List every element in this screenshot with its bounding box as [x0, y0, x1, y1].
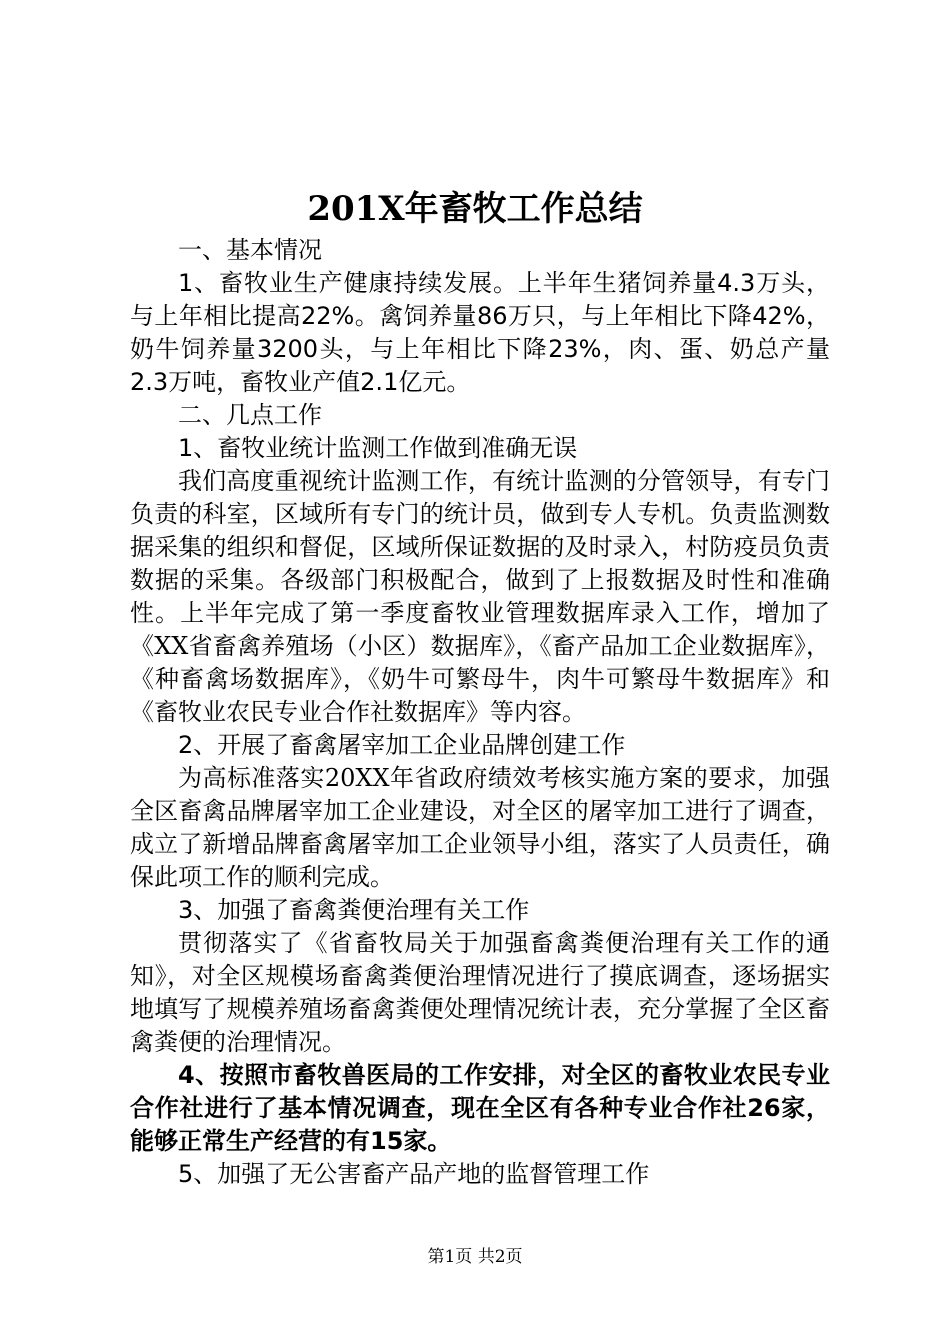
page-footer: 第1页 共2页 — [427, 1247, 523, 1267]
paragraph-cooperatives: 4、按照市畜牧兽医局的工作安排，对全区的畜牧业农民专业合作社进行了基本情况调查，现在全区有各种专业合作社26家，能够正常生产经营的有15家。 — [130, 1061, 830, 1155]
document-title: 201X年畜牧工作总结 — [307, 189, 643, 229]
document-body — [130, 234, 830, 1191]
subheading-brand: 2、开展了畜禽屠宰加工企业品牌创建工作 — [178, 731, 626, 759]
subheading-manure: 3、加强了畜禽粪便治理有关工作 — [178, 896, 530, 924]
paragraph-statistics: 我们高度重视统计监测工作，有统计监测的分管领导，有专门负责的科室，区域所有专门的统计员，做到专人专机。负责监测数据采集的组织和督促，区域所保证数据的及时录入，村防疫员负责数据的采集。各级部门积极配合，做到了上报数据及时性和准确性。上半年完成了第一季度畜牧业管理数据库录入工作，增加了《XX省畜禽养殖场（小区）数据库》，《畜产品加工企业数据库》，《种畜禽场数据库》，《奶牛可繁母牛，肉牛可繁母牛数据库》和《畜牧业农民专业合作社数据库》等内容。 — [130, 467, 830, 726]
section-heading-basic: 一、基本情况 — [178, 236, 322, 264]
paragraph-production: 1、畜牧业生产健康持续发展。上半年生猪饲养量4.3万头，与上年相比提高22%。禽饲养量86万只，与上年相比下降42%，奶牛饲养量3200头，与上年相比下降23%，肉、蛋、奶总产量2.3万吨，畜牧业产值2.1亿元。 — [130, 269, 830, 396]
subheading-supervision: 5、加强了无公害畜产品产地的监督管理工作 — [178, 1160, 650, 1188]
paragraph-brand: 为高标准落实20XX年省政府绩效考核实施方案的要求，加强全区畜禽品牌屠宰加工企业建设，对全区的屠宰加工进行了调查，成立了新增品牌畜禽屠宰加工企业领导小组，落实了人员责任，确保此项工作的顺利完成。 — [130, 764, 830, 891]
section-heading-work: 二、几点工作 — [178, 401, 322, 429]
subheading-statistics: 1、畜牧业统计监测工作做到准确无误 — [178, 434, 578, 462]
paragraph-manure: 贯彻落实了《省畜牧局关于加强畜禽粪便治理有关工作的通知》，对全区规模场畜禽粪便治理情况进行了摸底调查，逐场据实地填写了规模养殖场畜禽粪便处理情况统计表，充分掌握了全区畜禽粪便的治理情况。 — [130, 929, 830, 1056]
